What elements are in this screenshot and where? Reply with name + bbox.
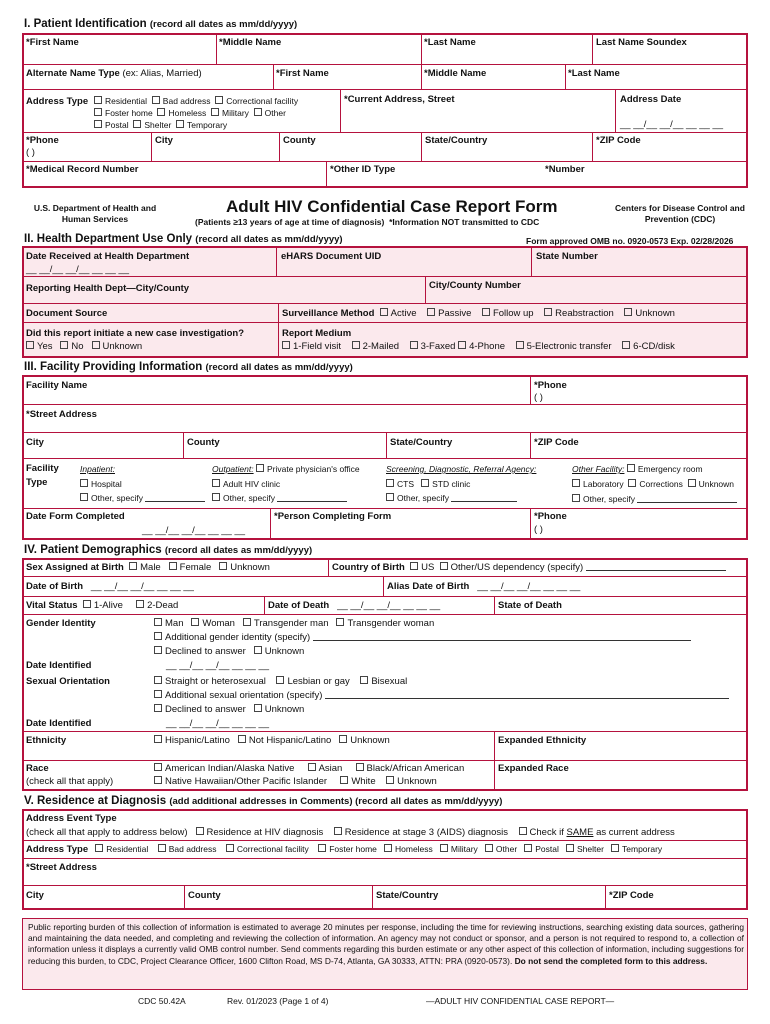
res-county-label: County (188, 890, 221, 901)
section-3-title: III. Facility Providing Information (record all dates as mm/dd/yyyy) (24, 361, 353, 373)
res-zip-label: *ZIP Code (609, 890, 654, 901)
inpatient-other-option[interactable]: Other, specify (80, 493, 205, 503)
facility-state-label: State/Country (390, 437, 453, 448)
address-type-options-1[interactable]: Residential Bad address Correctional facility (94, 96, 298, 106)
gender-additional[interactable]: Additional gender identity (specify) (154, 632, 691, 643)
event-type-options[interactable]: (check all that apply to address below) Residence at HIV diagnosis Residence at stage 3 (AIDS) diagnosis Check if SAME as current address (26, 827, 675, 838)
date-completed-mask[interactable]: __ __/__ __/__ __ __ __ (142, 525, 246, 536)
new-case-question: Did this report initiate a new case investigation? (26, 328, 245, 339)
date-received-label: Date Received at Health Department (26, 251, 190, 262)
so-date-mask[interactable]: __ __/__ __/__ __ __ __ (166, 718, 270, 729)
ethnicity-options[interactable]: Hispanic/Latino Not Hispanic/Latino Unknown (154, 735, 390, 746)
gender-date-mask[interactable]: __ __/__ __/__ __ __ __ (166, 660, 270, 671)
hhs-dept: U.S. Department of Health and Human Services (33, 203, 157, 224)
state-number-label: State Number (536, 251, 598, 262)
res-street-label: *Street Address (26, 862, 97, 873)
new-case-options[interactable]: Yes No Unknown (26, 341, 142, 352)
county-label: County (283, 135, 316, 146)
section-2-title: II. Health Department Use Only (record all dates as mm/dd/yyyy) (24, 233, 343, 245)
country-of-birth-row[interactable]: Country of Birth US Other/US dependency (specify) (332, 562, 726, 573)
other-facility-other-option[interactable]: Other, specify (572, 494, 737, 504)
patients-note: (Patients ≥13 years of age at time of diagnosis) *Information NOT transmitted to CDC (195, 217, 540, 227)
facility-type-label: Facility Type (26, 463, 59, 488)
doc-source-label: Document Source (26, 308, 108, 319)
other-facility-row[interactable]: Other Facility: Emergency room (572, 464, 703, 474)
adult-hiv-option[interactable]: Adult HIV clinic (212, 479, 280, 489)
burden-statement: Public reporting burden of this collection of information is estimated to average 20 minutes per response, including the time for reviewing instructions, searching existing data sources, gathering and maintaining the data needed, and completing and reviewing the collection of information. An agency may not conduct or sponsor, and a person is not required to respond to, a collection of information unless it displays a currently valid OMB control number. Send comments regarding this burden estimate or any other aspect of this collection of information, including suggestions for reducing this burden, to CDC, Project Clearance Officer, 1600 Clifton Road, MS D-74, Atlanta, GA 30333, ATTN: PRA (0920-0573). Do not send the completed form to this address. (28, 922, 744, 966)
phone-label: *Phone (26, 135, 59, 146)
facility-street-label: *Street Address (26, 409, 97, 420)
soundex-label: Last Name Soundex (596, 37, 687, 48)
race-label: Race (26, 763, 49, 774)
facility-county-label: County (187, 437, 220, 448)
date-completed-label: Date Form Completed (26, 511, 125, 522)
so-additional[interactable]: Additional sexual orientation (specify) (154, 690, 729, 701)
other-facility-options[interactable]: Laboratory Corrections Unknown (572, 479, 734, 489)
facility-phone-mask[interactable]: ( ) (534, 392, 543, 403)
vital-status-row[interactable]: Vital Status 1-Alive 2-Dead (26, 600, 179, 611)
address-type-options-2[interactable]: Foster home Homeless Military Other (94, 108, 286, 118)
gender-declined[interactable]: Declined to answer Unknown (154, 646, 304, 657)
completer-phone-mask[interactable]: ( ) (534, 524, 543, 535)
first-name-label: *First Name (26, 37, 79, 48)
omb-number: Form approved OMB no. 0920-0573 Exp. 02/28/2026 (526, 236, 734, 246)
reporting-dept-label: Reporting Health Dept—City/County (26, 283, 190, 294)
race-hint: (check all that apply) (26, 776, 114, 787)
expanded-ethnicity-label: Expanded Ethnicity (498, 735, 587, 746)
city-label: City (155, 135, 173, 146)
ehars-label: eHARS Document UID (281, 251, 382, 262)
alt-first-name-label: *First Name (276, 68, 329, 79)
screening-options[interactable]: CTS STD clinic (386, 479, 470, 489)
person-completing-label: *Person Completing Form (274, 511, 392, 522)
res-address-type-row[interactable]: Address Type Residential Bad address Correctional facility Foster home Homeless Military Other Postal Shelter Temporary (26, 844, 663, 855)
event-type-label: Address Event Type (26, 813, 117, 824)
sex-row[interactable]: Sex Assigned at Birth Male Female Unknown (26, 562, 270, 573)
screening-label: Screening, Diagnostic, Referral Agency: (386, 464, 537, 474)
alias-dob-row[interactable]: Alias Date of Birth __ __/__ __/__ __ __ __ (387, 581, 581, 592)
completer-phone-label: *Phone (534, 511, 567, 522)
gender-identity-label: Gender Identity (26, 618, 96, 629)
middle-name-label: *Middle Name (219, 37, 282, 48)
gender-options[interactable]: Man Woman Transgender man Transgender woman (154, 618, 434, 629)
city-county-number-label: City/County Number (429, 280, 521, 291)
address-type-label: Address Type (26, 96, 89, 107)
section-4-title: IV. Patient Demographics (record all dates as mm/dd/yyyy) (24, 544, 313, 556)
section-1-title: I. Patient Identification (record all dates as mm/dd/yyyy) (24, 18, 298, 30)
alt-name-type: Alternate Name Type (ex: Alias, Married) (26, 68, 202, 79)
last-name-label: *Last Name (424, 37, 476, 48)
expanded-race-label: Expanded Race (498, 763, 569, 774)
revision: Rev. 01/2023 (Page 1 of 4) (227, 996, 329, 1006)
gender-date-identified-label: Date Identified (26, 660, 92, 671)
outpatient-row[interactable]: Outpatient: Private physician's office (212, 464, 360, 474)
section-5-title: V. Residence at Diagnosis (add additional addresses in Comments) (record all dates as mm/dd/yyyy) (24, 795, 503, 807)
mrn-label: *Medical Record Number (26, 164, 139, 175)
ethnicity-label: Ethnicity (26, 735, 67, 746)
sexual-orientation-label: Sexual Orientation (26, 676, 110, 687)
screening-other-option[interactable]: Other, specify (386, 493, 517, 503)
facility-name-label: Facility Name (26, 380, 88, 391)
res-state-label: State/Country (376, 890, 439, 901)
facility-city-label: City (26, 437, 44, 448)
report-medium-options[interactable]: 1-Field visit 2-Mailed 3-Faxed 4-Phone 5-Electronic transfer 6-CD/disk (282, 341, 675, 352)
race-options-2[interactable]: Native Hawaiian/Other Pacific Islander White Unknown (154, 776, 437, 787)
so-date-identified-label: Date Identified (26, 718, 92, 729)
hospital-option[interactable]: Hospital (80, 479, 122, 489)
other-id-label: *Other ID Type (330, 164, 396, 175)
facility-phone-label: *Phone (534, 380, 567, 391)
form-number: CDC 50.42A (138, 996, 186, 1006)
inpatient-label: Inpatient: (80, 464, 115, 474)
address-date-mask[interactable]: __ __/__ __/__ __ __ __ (620, 119, 724, 130)
surveillance-method[interactable]: Surveillance Method Active Passive Follow up Reabstraction Unknown (282, 308, 675, 319)
outpatient-other-option[interactable]: Other, specify (212, 493, 347, 503)
phone-mask[interactable]: ( ) (26, 147, 35, 158)
state-of-death-label: State of Death (498, 600, 562, 611)
dod-row[interactable]: Date of Death __ __/__ __/__ __ __ __ (268, 600, 441, 611)
address-date-label: Address Date (620, 94, 682, 105)
address-type-options-3[interactable]: Postal Shelter Temporary (94, 120, 227, 130)
so-options[interactable]: Straight or heterosexual Lesbian or gay Bisexual (154, 676, 407, 687)
number-label: *Number (545, 164, 585, 175)
race-options-1[interactable]: American Indian/Alaska Native Asian Black/African American (154, 763, 464, 774)
dob-row[interactable]: Date of Birth __ __/__ __/__ __ __ __ (26, 581, 194, 592)
date-received-mask[interactable]: __ __/__ __/__ __ __ __ (26, 264, 130, 275)
cdc-name: Centers for Disease Control and Prevention (CDC) (615, 203, 745, 224)
so-declined[interactable]: Declined to answer Unknown (154, 704, 304, 715)
footer-label: —ADULT HIV CONFIDENTIAL CASE REPORT— (426, 996, 615, 1006)
alt-middle-name-label: *Middle Name (424, 68, 487, 79)
section-4-box (22, 558, 748, 791)
res-city-label: City (26, 890, 44, 901)
current-address-label: *Current Address, Street (344, 94, 455, 105)
alt-last-name-label: *Last Name (568, 68, 620, 79)
report-medium-label: Report Medium (282, 328, 352, 339)
form-title: Adult HIV Confidential Case Report Form (226, 197, 558, 216)
facility-zip-label: *ZIP Code (534, 437, 579, 448)
zip-label: *ZIP Code (596, 135, 641, 146)
state-country-label: State/Country (425, 135, 488, 146)
